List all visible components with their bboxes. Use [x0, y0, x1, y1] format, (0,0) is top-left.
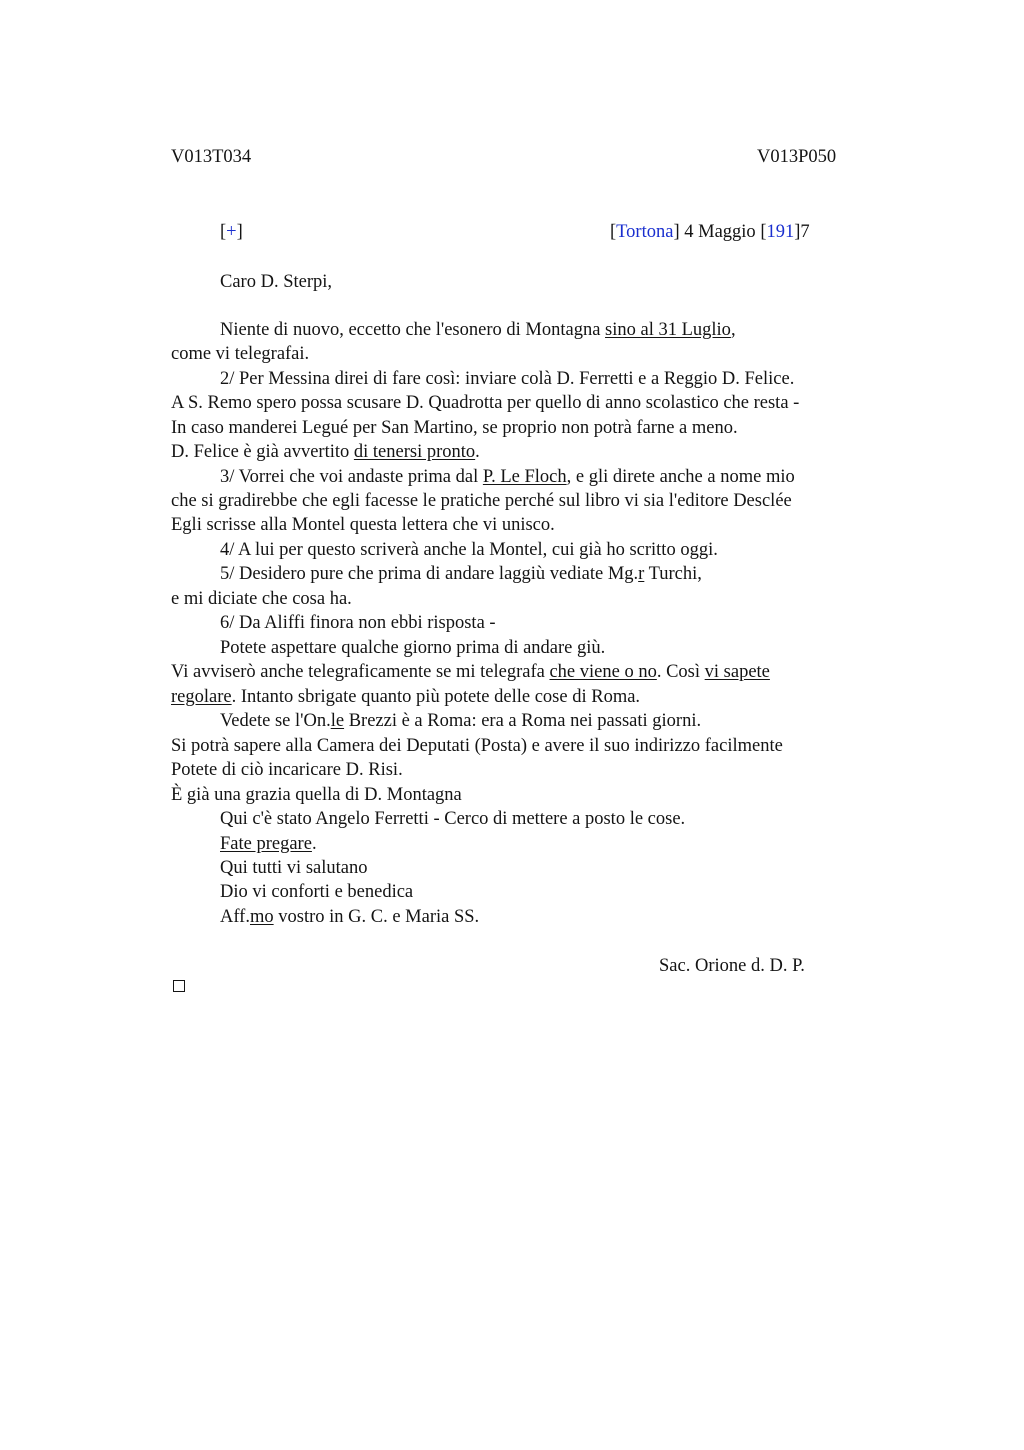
- body-line-13: 6/ Da Aliffi finora non ebbi risposta -: [220, 613, 496, 633]
- body-line-10: 4/ A lui per questo scriverà anche la Montel, cui già ho scritto oggi.: [220, 540, 718, 560]
- place-link[interactable]: Tortona: [616, 222, 674, 242]
- body-line-4: A S. Remo spero possa scusare D. Quadrotta per quello di anno scolastico che resta -: [171, 393, 800, 413]
- body-line-14: Potete aspettare qualche giorno prima di andare giù.: [220, 638, 606, 658]
- body-line-11: 5/ Desidero pure che prima di andare laggiù vediate Mg.r Turchi,: [220, 564, 702, 584]
- body-line-9: Egli scrisse alla Montel questa lettera che vi unisco.: [171, 515, 555, 535]
- body-line-5: In caso manderei Legué per San Martino, se proprio non potrà farne a meno.: [171, 418, 738, 438]
- salutation: Caro D. Sterpi,: [220, 272, 333, 292]
- cross-link[interactable]: +: [226, 222, 237, 242]
- body-line-16: regolare. Intanto sbrigate quanto più potete delle cose di Roma.: [171, 687, 641, 707]
- body-line-3: 2/ Per Messina direi di fare così: inviare colà D. Ferretti e a Reggio D. Felice.: [220, 369, 795, 389]
- body-line-17: Vedete se l'On.le Brezzi è a Roma: era a Roma nei passati giorni.: [220, 711, 702, 731]
- body-line-1: Niente di nuovo, eccetto che l'esonero di Montagna sino al 31 Luglio,: [220, 320, 736, 340]
- cross-marker: [+]: [220, 222, 243, 242]
- day-month: 4 Maggio: [684, 222, 756, 242]
- body-line-21: Qui c'è stato Angelo Ferretti - Cerco di mettere a posto le cose.: [220, 809, 686, 829]
- body-line-8: che si gradirebbe che egli facesse le pratiche perché sul libro vi sia l'editore Desclée: [171, 491, 792, 511]
- body-line-19: Potete di ciò incaricare D. Risi.: [171, 760, 403, 780]
- body-line-12: e mi diciate che cosa ha.: [171, 589, 352, 609]
- body-line-25: Aff.mo vostro in G. C. e Maria SS.: [220, 907, 480, 927]
- year-suffix: 7: [800, 222, 810, 242]
- document-code-left: V013T034: [171, 147, 252, 167]
- dateline: [Tortona] 4 Maggio [191]7: [610, 222, 810, 242]
- body-line-18: Si potrà sapere alla Camera dei Deputati (Posta) e avere il suo indirizzo facilmente: [171, 736, 783, 756]
- signature: Sac. Orione d. D. P.: [659, 956, 805, 976]
- body-line-22: Fate pregare.: [220, 834, 317, 854]
- body-line-7: 3/ Vorrei che voi andaste prima dal P. Le Floch, e gli direte anche a nome mio: [220, 467, 795, 487]
- document-code-right: V013P050: [757, 147, 837, 167]
- body-line-6: D. Felice è già avvertito di tenersi pronto.: [171, 442, 480, 462]
- end-marker-box: [173, 980, 185, 992]
- year-link[interactable]: 191: [766, 222, 795, 242]
- body-line-24: Dio vi conforti e benedica: [220, 882, 414, 902]
- body-line-2: come vi telegrafai.: [171, 344, 310, 364]
- body-line-23: Qui tutti vi salutano: [220, 858, 368, 878]
- body-line-20: È già una grazia quella di D. Montagna: [171, 785, 462, 805]
- body-line-15: Vi avviserò anche telegraficamente se mi telegrafa che viene o no. Così vi sapete: [171, 662, 770, 682]
